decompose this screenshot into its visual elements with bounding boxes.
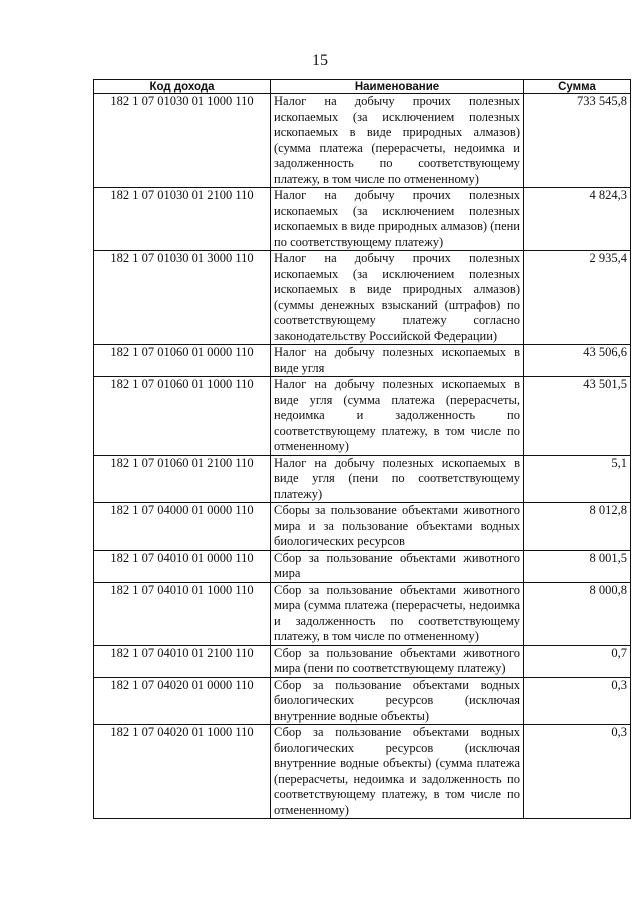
- header-name: Наименование: [271, 80, 524, 94]
- income-code: 182 1 07 04020 01 0000 110: [94, 677, 271, 725]
- income-sum: 8 000,8: [524, 582, 631, 645]
- table-body: [94, 94, 631, 819]
- table-row: [94, 582, 631, 645]
- income-code: 182 1 07 01030 01 3000 110: [94, 251, 271, 345]
- revenue-table: [93, 79, 631, 819]
- table-row: [94, 345, 631, 377]
- income-sum: 43 506,6: [524, 345, 631, 377]
- income-name: Сбор за пользование объектами животного мира: [271, 550, 524, 582]
- table-row: [94, 251, 631, 345]
- table-row: [94, 503, 631, 551]
- income-name: Налог на добычу полезных ископаемых в виде угля (пени по соответствующему платежу): [271, 455, 524, 503]
- table-row: [94, 550, 631, 582]
- header-sum: Сумма: [524, 80, 631, 94]
- table-row: [94, 377, 631, 456]
- income-name: Сбор за пользование объектами водных биологических ресурсов (исключая внутренние водные объекты) (сумма платежа (перерасчеты, недоимка и задолженность по соответствующему платежу, в том числе по отмененному): [271, 725, 524, 819]
- income-name: Налог на добычу полезных ископаемых в виде угля: [271, 345, 524, 377]
- header-code: Код дохода: [94, 80, 271, 94]
- income-code: 182 1 07 01030 01 2100 110: [94, 188, 271, 251]
- income-sum: 0,3: [524, 677, 631, 725]
- income-name: Сбор за пользование объектами животного мира (сумма платежа (перерасчеты, недоимка и задолженность по соответствующему платежу, в том числе по отмененному): [271, 582, 524, 645]
- income-name: Сбор за пользование объектами животного мира (пени по соответствующему платежу): [271, 645, 524, 677]
- income-sum: 8 012,8: [524, 503, 631, 551]
- income-name: Налог на добычу прочих полезных ископаемых (за исключением полезных ископаемых в виде природных алмазов) (суммы денежных взысканий (штрафов) по соответствующему платежу согласно законодательству Российской Федерации): [271, 251, 524, 345]
- table-row: [94, 455, 631, 503]
- income-name: Налог на добычу прочих полезных ископаемых (за исключением полезных ископаемых в виде природных алмазов) (пени по соответствующему платежу): [271, 188, 524, 251]
- table-row: [94, 645, 631, 677]
- income-code: 182 1 07 01060 01 2100 110: [94, 455, 271, 503]
- income-code: 182 1 07 01060 01 1000 110: [94, 377, 271, 456]
- income-code: 182 1 07 04020 01 1000 110: [94, 725, 271, 819]
- income-code: 182 1 07 04010 01 0000 110: [94, 550, 271, 582]
- income-sum: 0,3: [524, 725, 631, 819]
- table-row: [94, 188, 631, 251]
- income-code: 182 1 07 01060 01 0000 110: [94, 345, 271, 377]
- income-code: 182 1 07 01030 01 1000 110: [94, 94, 271, 188]
- income-sum: 8 001,5: [524, 550, 631, 582]
- table-row: [94, 725, 631, 819]
- income-sum: 43 501,5: [524, 377, 631, 456]
- income-name: Сборы за пользование объектами животного мира и за пользование объектами водных биологических ресурсов: [271, 503, 524, 551]
- income-name: Налог на добычу полезных ископаемых в виде угля (сумма платежа (перерасчеты, недоимка и задолженность по соответствующему платежу, в том числе по отмененному): [271, 377, 524, 456]
- income-sum: 2 935,4: [524, 251, 631, 345]
- table-row: [94, 94, 631, 188]
- income-sum: 5,1: [524, 455, 631, 503]
- header-row: [94, 80, 631, 94]
- table-row: [94, 677, 631, 725]
- income-name: Налог на добычу прочих полезных ископаемых (за исключением полезных ископаемых в виде природных алмазов) (сумма платежа (перерасчеты, недоимка и задолженность по соответствующему платежу, в том числе по отмененному): [271, 94, 524, 188]
- income-sum: 4 824,3: [524, 188, 631, 251]
- page-number: 15: [312, 52, 328, 69]
- table-header: [94, 80, 631, 94]
- income-sum: 733 545,8: [524, 94, 631, 188]
- income-code: 182 1 07 04000 01 0000 110: [94, 503, 271, 551]
- income-sum: 0,7: [524, 645, 631, 677]
- income-code: 182 1 07 04010 01 2100 110: [94, 645, 271, 677]
- income-name: Сбор за пользование объектами водных биологических ресурсов (исключая внутренние водные объекты): [271, 677, 524, 725]
- income-code: 182 1 07 04010 01 1000 110: [94, 582, 271, 645]
